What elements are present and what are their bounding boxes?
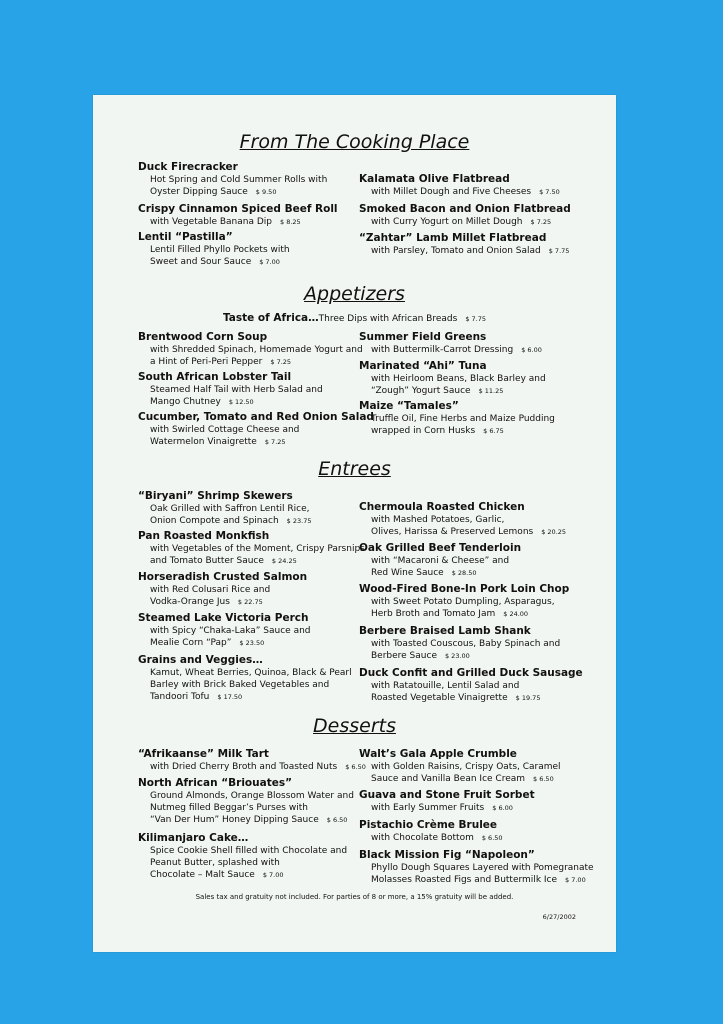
menu-item-description (359, 555, 599, 567)
menu-item-price: $ 7.50 (539, 188, 560, 196)
menu-item-price: $ 12.50 (228, 398, 254, 406)
menu-item-name: Pan Roasted Monkfish (138, 530, 270, 542)
menu-item-description (138, 515, 378, 527)
menu-item-description (138, 667, 378, 679)
menu-item-description (359, 773, 599, 785)
footer-note: Sales tax and gratuity not included. For parties of 8 or more, a 15% gratuity will be added. (195, 893, 514, 901)
menu-item-price: $ 6.00 (492, 804, 513, 812)
menu-item (359, 331, 599, 356)
menu-item (138, 612, 378, 649)
menu-item-name: Wood-Fired Bone-In Pork Loin Chop (359, 583, 570, 595)
menu-item-price: $ 7.25 (270, 358, 292, 366)
menu-item-price: $ 20.25 (541, 528, 567, 536)
section-title-cooking: From The Cooking Place (239, 131, 470, 153)
description-text: Peanut Butter, splashed with (150, 858, 280, 868)
menu-item-name: Smoked Bacon and Onion Flatbread (359, 203, 571, 215)
menu-item-price: $ 6.50 (345, 763, 366, 771)
menu-item-description (138, 344, 378, 356)
description-text: Oak Grilled with Saffron Lentil Rice, (150, 504, 310, 514)
description-text: with Toasted Couscous, Baby Spinach and (371, 639, 561, 649)
menu-item-price: $ 23.00 (444, 652, 470, 660)
menu-item (359, 583, 599, 620)
menu-item (359, 625, 599, 662)
menu-item (359, 173, 599, 198)
description-text: Truffle Oil, Fine Herbs and Maize Pudding (371, 414, 555, 424)
description-text: Spice Cookie Shell filled with Chocolate and (150, 846, 348, 856)
description-text: Berbere Sauce (371, 651, 437, 661)
menu-item (359, 789, 599, 814)
description-text: Red Wine Sauce (371, 568, 444, 578)
menu-item-name: “Afrikaanse” Milk Tart (138, 748, 269, 760)
menu-item (138, 371, 378, 408)
description-text: Nutmeg filled Beggar’s Purses with (150, 803, 308, 813)
menu-item-description (359, 608, 599, 620)
menu-item-description (138, 761, 378, 773)
description-text: wrapped in Corn Husks (371, 426, 476, 436)
menu-item-price: $ 6.50 (326, 816, 348, 824)
menu-item (138, 203, 378, 228)
menu-item-name: Horseradish Crusted Salmon (138, 571, 308, 583)
menu-date: 6/27/2002 (542, 913, 576, 921)
description-text: Tandoori Tofu (150, 692, 210, 702)
menu-item-description (359, 216, 599, 228)
menu-item-price: $ 9.50 (255, 188, 277, 196)
menu-item-description (138, 543, 378, 555)
menu-item-price: $ 6.75 (483, 427, 504, 435)
menu-item-name: Black Mission Fig “Napoleon” (359, 849, 535, 861)
menu-item-price: $ 23.50 (239, 639, 265, 647)
menu-item-description (138, 584, 378, 596)
menu-item-description (359, 186, 599, 198)
description-text: with Mashed Potatoes, Garlic, (371, 515, 505, 525)
special-price: $ 7.75 (465, 315, 486, 323)
menu-item-description (138, 216, 378, 228)
menu-item-price: $ 8.25 (280, 218, 301, 226)
description-text: Vodka-Orange Jus (150, 597, 230, 607)
description-text: Roasted Vegetable Vinaigrette (371, 693, 508, 703)
description-text: with Shredded Spinach, Homemade Yogurt and (150, 345, 363, 355)
description-text: with Red Colusari Rice and (150, 585, 271, 595)
description-text: Sweet and Sour Sauce (150, 257, 252, 267)
menu-item-name: Kalamata Olive Flatbread (359, 173, 510, 185)
menu-item (359, 748, 599, 785)
menu-item-description (138, 857, 378, 869)
menu-item-description (138, 869, 378, 881)
description-text: with Vegetable Banana Dip (150, 217, 272, 227)
menu-item-description (359, 526, 599, 538)
menu-item-description (359, 514, 599, 526)
description-text: with Golden Raisins, Crispy Oats, Caramel (371, 762, 561, 772)
description-text: Chocolate – Malt Sauce (150, 870, 255, 880)
menu-item-price: $ 7.75 (548, 247, 570, 255)
description-text: Olives, Harissa & Preserved Lemons (371, 527, 534, 537)
menu-item-description (138, 186, 378, 198)
description-text: Phyllo Dough Squares Layered with Pomegranate (371, 863, 594, 873)
description-text: Watermelon Vinaigrette (150, 437, 257, 447)
description-text: Ground Almonds, Orange Blossom Water and (150, 791, 354, 801)
description-text: Molasses Roasted Figs and Buttermilk Ice (371, 875, 558, 885)
menu-item-description (359, 344, 599, 356)
menu-item-price: $ 6.50 (533, 775, 554, 783)
menu-item-price: $ 7.00 (259, 258, 280, 266)
description-text: with “Macaroni & Cheese” and (371, 556, 510, 566)
menu-item-description (138, 356, 378, 368)
menu-item-name: North African “Briouates” (138, 777, 292, 789)
menu-item-name: Duck Firecracker (138, 161, 238, 173)
menu-item (359, 501, 599, 538)
description-text: Barley with Brick Baked Vegetables and (150, 680, 330, 690)
menu-item-price: $ 19.75 (515, 694, 541, 702)
menu-item-price: $ 7.25 (264, 438, 286, 446)
menu-item-description (359, 425, 599, 437)
menu-item-description (138, 384, 378, 396)
section-title-appetizers: Appetizers (304, 283, 405, 305)
menu-item-price: $ 11.25 (478, 387, 504, 395)
description-text: with Early Summer Fruits (371, 803, 485, 813)
menu-item-description (359, 385, 599, 397)
description-text: and Tomato Butter Sauce (150, 556, 264, 566)
menu-item (359, 203, 599, 228)
menu-item-price: $ 24.00 (503, 610, 529, 618)
section-title-entrees: Entrees (318, 458, 391, 480)
menu-item (138, 748, 378, 773)
menu-item-description (138, 814, 378, 826)
description-text: with Swirled Cottage Cheese and (150, 425, 300, 435)
menu-item (359, 360, 599, 397)
menu-item-name: Guava and Stone Fruit Sorbet (359, 789, 535, 801)
menu-item-name: Crispy Cinnamon Spiced Beef Roll (138, 203, 338, 215)
menu-item (138, 654, 378, 703)
description-text: Mealie Corn “Pap” (150, 638, 232, 648)
menu-item-description (138, 503, 378, 515)
menu-item (138, 490, 378, 527)
menu-item-description (138, 436, 378, 448)
menu-item-description (138, 691, 378, 703)
description-text: “Van Der Hum” Honey Dipping Sauce (150, 815, 319, 825)
menu-item-name: “Biryani” Shrimp Skewers (138, 490, 293, 502)
menu-item (359, 849, 599, 886)
menu-item-description (359, 874, 599, 886)
menu-item-description (138, 802, 378, 814)
menu-item-name: Oak Grilled Beef Tenderloin (359, 542, 522, 554)
description-text: with Parsley, Tomato and Onion Salad (371, 246, 541, 256)
menu-item-name: Duck Confit and Grilled Duck Sausage (359, 667, 583, 679)
menu-item-name: Grains and Veggies… (138, 654, 263, 666)
menu-item-price: $ 24.25 (271, 557, 297, 565)
description-text: Oyster Dipping Sauce (150, 187, 248, 197)
description-text: Mango Chutney (150, 397, 221, 407)
menu-item-description (138, 790, 378, 802)
menu-item-description (359, 596, 599, 608)
menu-item-description (359, 692, 599, 704)
description-text: with Buttermilk-Carrot Dressing (371, 345, 514, 355)
description-text: with Vegetables of the Moment, Crispy Parsnips (150, 544, 365, 554)
appetizer-special (93, 312, 616, 324)
menu-item-name: Walt’s Gala Apple Crumble (359, 748, 517, 760)
menu-item-name: Berbere Braised Lamb Shank (359, 625, 531, 637)
special-name: Taste of Africa… (222, 312, 319, 324)
menu-item-description (359, 862, 599, 874)
menu-item (138, 331, 378, 368)
menu-item-description (138, 174, 378, 186)
menu-item-description (359, 245, 599, 257)
menu-item-name: Kilimanjaro Cake… (138, 832, 249, 844)
menu-item (359, 819, 599, 844)
menu-item (138, 411, 378, 448)
menu-item (138, 777, 378, 826)
menu-item (138, 832, 378, 881)
menu-item-description (359, 638, 599, 650)
menu-item-description (138, 555, 378, 567)
menu-item-description (359, 680, 599, 692)
menu-item-price: $ 23.75 (286, 517, 312, 525)
menu-item-price: $ 7.00 (565, 876, 586, 884)
description-text: Sauce and Vanilla Bean Ice Cream (371, 774, 526, 784)
menu-item (138, 231, 378, 268)
menu-item-description (138, 256, 378, 268)
menu-item-price: $ 7.25 (530, 218, 552, 226)
menu-item-description (138, 845, 378, 857)
menu-item-name: Pistachio Crème Brulee (359, 819, 498, 831)
menu-item-description (138, 244, 378, 256)
menu-item (359, 542, 599, 579)
menu-item-name: Marinated “Ahi” Tuna (359, 360, 487, 372)
description-text: with Ratatouille, Lentil Salad and (371, 681, 520, 691)
description-text: Lentil Filled Phyllo Pockets with (150, 245, 290, 255)
special-text: Three Dips with African Breads (318, 314, 458, 324)
menu-page (93, 95, 616, 952)
menu-item (138, 571, 378, 608)
menu-item-description (138, 424, 378, 436)
description-text: a Hint of Peri-Peri Pepper (150, 357, 263, 367)
description-text: “Zough” Yogurt Sauce (371, 386, 471, 396)
description-text: with Curry Yogurt on Millet Dough (371, 217, 523, 227)
menu-item-description (138, 679, 378, 691)
description-text: Kamut, Wheat Berries, Quinoa, Black & Pearl (150, 668, 352, 678)
menu-item (359, 400, 599, 437)
menu-item (138, 161, 378, 198)
menu-item-description (138, 637, 378, 649)
description-text: with Chocolate Bottom (371, 833, 474, 843)
menu-item-description (359, 413, 599, 425)
menu-item-description (359, 373, 599, 385)
menu-item-name: South African Lobster Tail (138, 371, 292, 383)
menu-item-price: $ 6.50 (481, 834, 503, 842)
menu-item-description (359, 761, 599, 773)
menu-item-description (359, 650, 599, 662)
menu-item-name: Chermoula Roasted Chicken (359, 501, 525, 513)
description-text: Hot Spring and Cold Summer Rolls with (150, 175, 328, 185)
menu-item-name: Steamed Lake Victoria Perch (138, 612, 309, 624)
menu-item-price: $ 28.50 (451, 569, 477, 577)
description-text: Onion Compote and Spinach (150, 516, 279, 526)
menu-item-name: Maize “Tamales” (359, 400, 459, 412)
menu-item-price: $ 7.00 (262, 871, 284, 879)
description-text: Steamed Half Tail with Herb Salad and (150, 385, 323, 395)
section-title-desserts: Desserts (313, 715, 396, 737)
description-text: with Millet Dough and Five Cheeses (371, 187, 532, 197)
menu-item (359, 232, 599, 257)
menu-item-name: “Zahtar” Lamb Millet Flatbread (359, 232, 547, 244)
menu-item-name: Summer Field Greens (359, 331, 487, 343)
menu-item-name: Brentwood Corn Soup (138, 331, 268, 343)
description-text: with Heirloom Beans, Black Barley and (371, 374, 546, 384)
menu-item-description (359, 567, 599, 579)
menu-item-name: Cucumber, Tomato and Red Onion Salad (138, 411, 374, 423)
menu-item-description (359, 832, 599, 844)
menu-item-name: Lentil “Pastilla” (138, 231, 233, 243)
menu-item-description (138, 625, 378, 637)
menu-item-price: $ 22.75 (237, 598, 263, 606)
menu-item-price: $ 6.00 (521, 346, 542, 354)
menu-item-description (138, 596, 378, 608)
description-text: Herb Broth and Tomato Jam (371, 609, 496, 619)
description-text: with Spicy “Chaka-Laka” Sauce and (150, 626, 311, 636)
menu-item (359, 667, 599, 704)
description-text: with Dried Cherry Broth and Toasted Nuts (150, 762, 338, 772)
menu-item-description (359, 802, 599, 814)
menu-item-price: $ 17.50 (217, 693, 243, 701)
menu-item (138, 530, 378, 567)
menu-item-description (138, 396, 378, 408)
description-text: with Sweet Potato Dumpling, Asparagus, (371, 597, 555, 607)
